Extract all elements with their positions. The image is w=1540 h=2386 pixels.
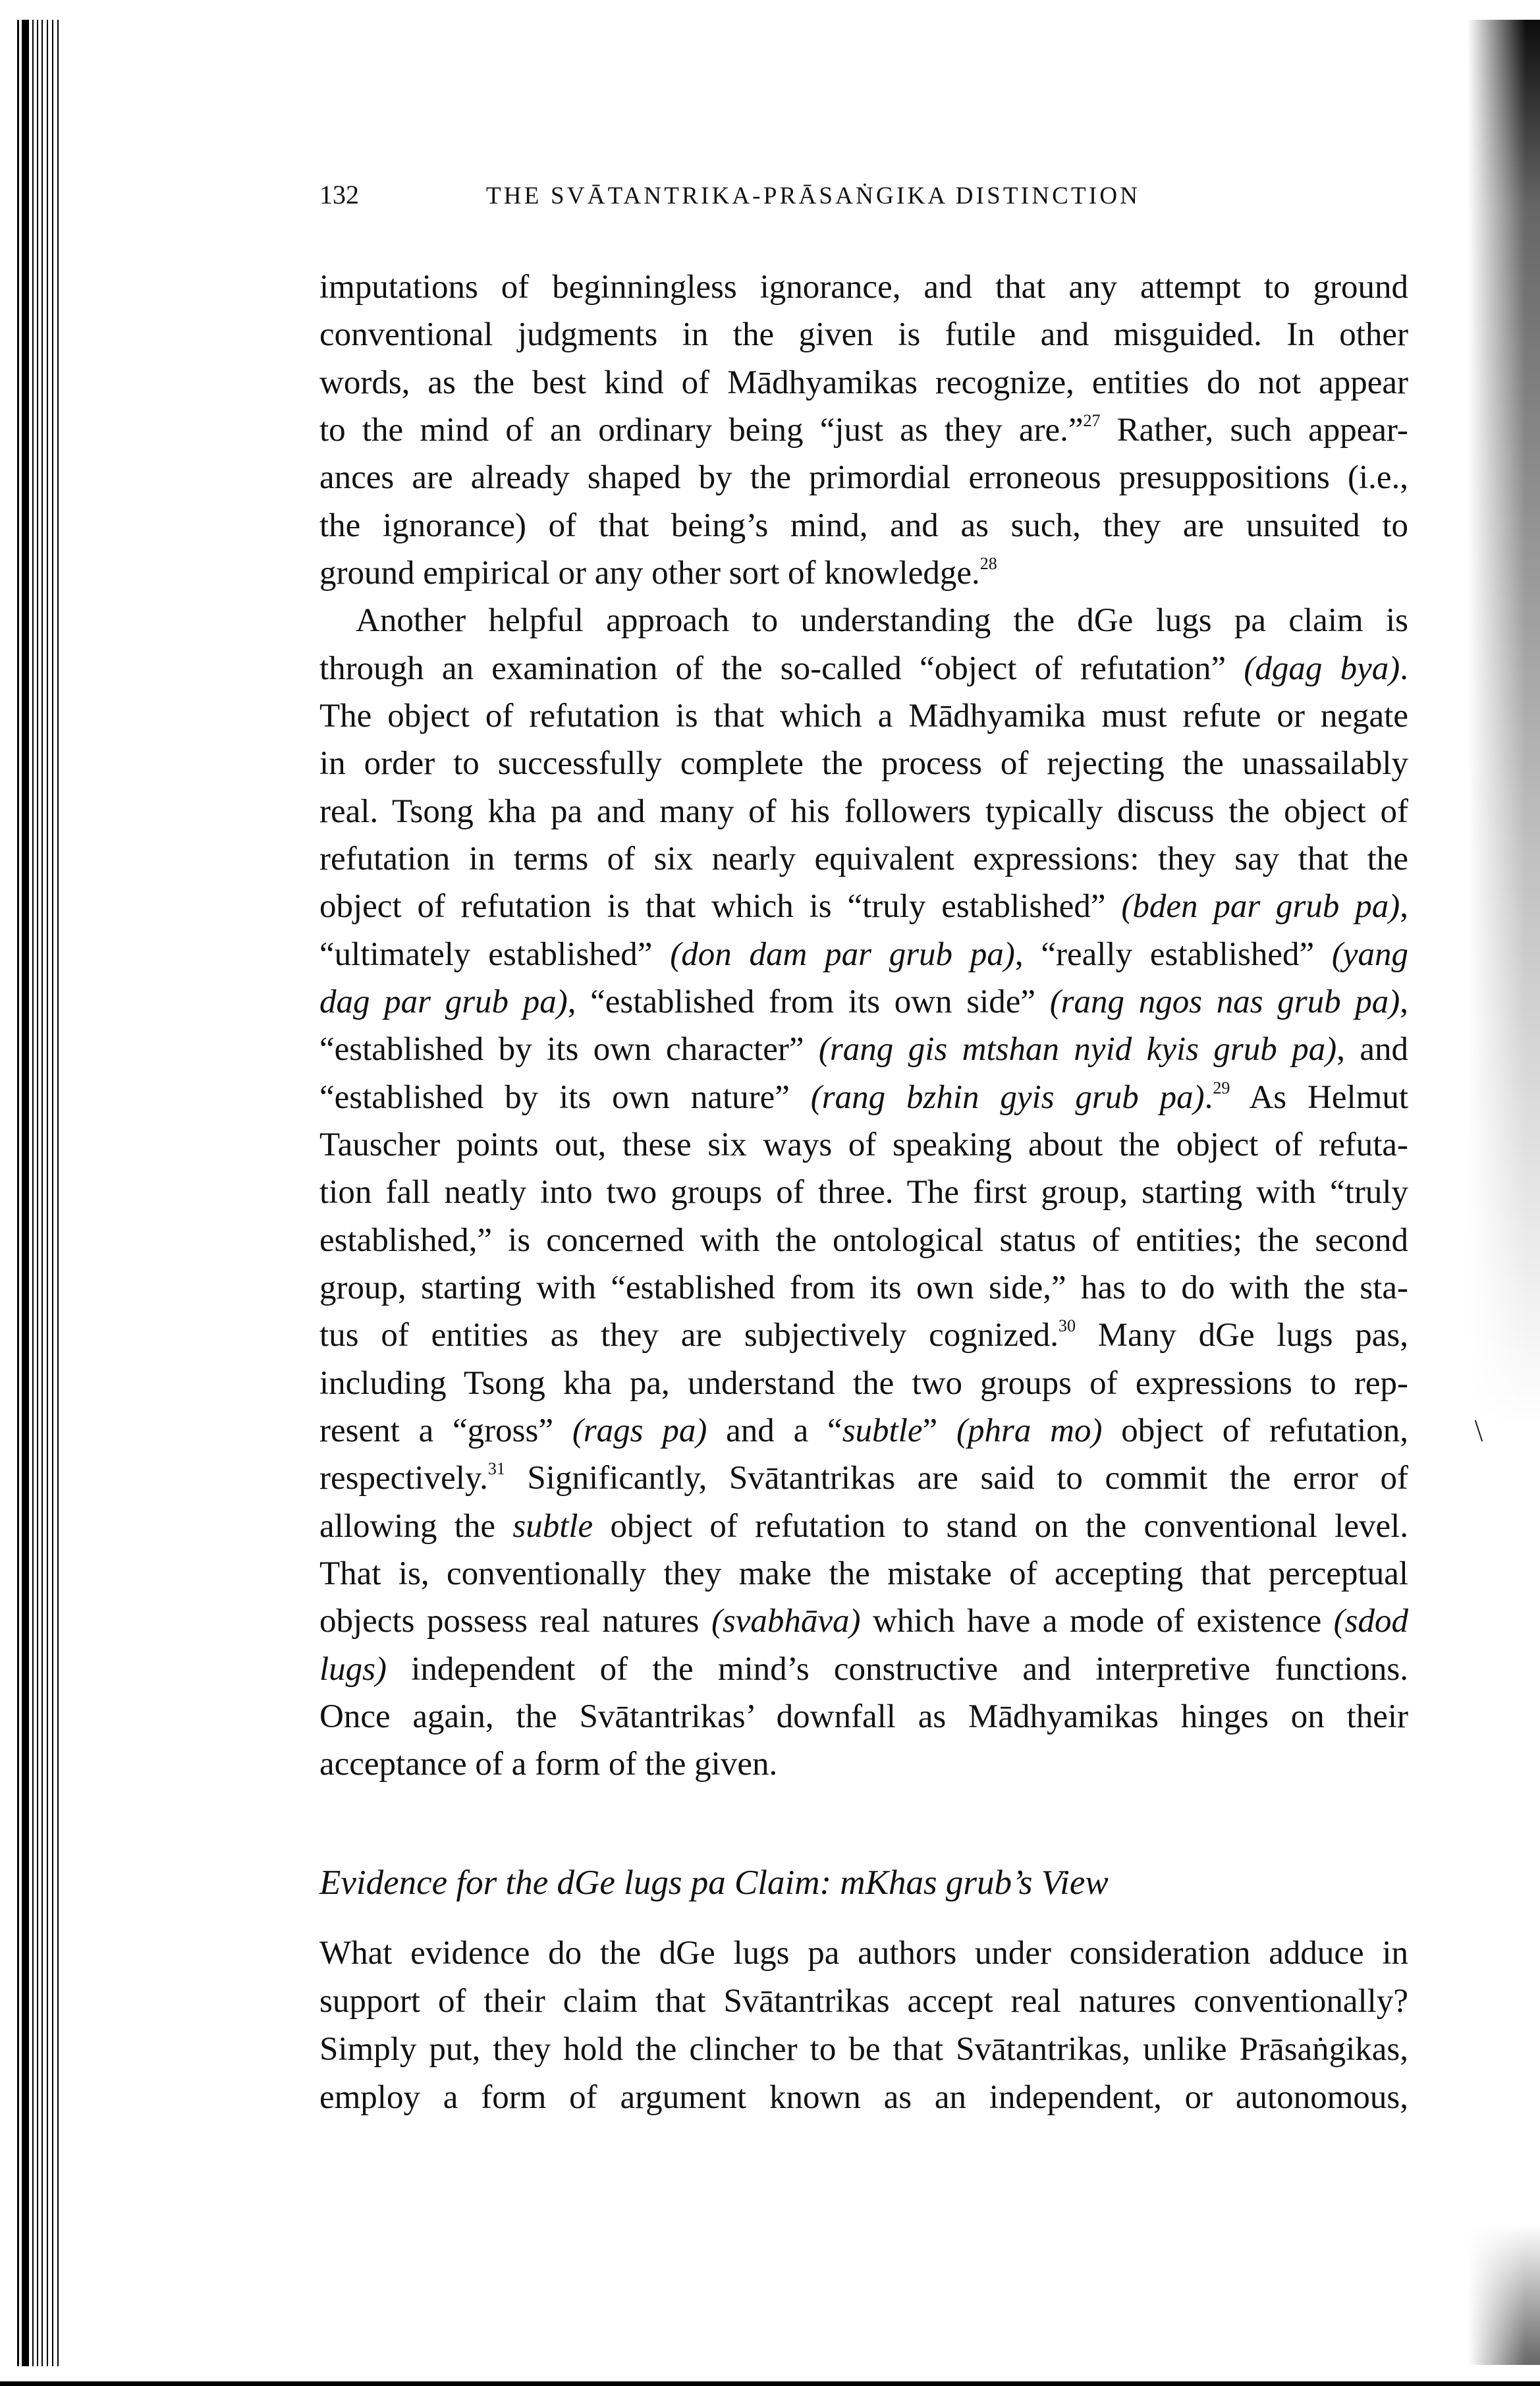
text-line: ances are already shaped by the primordial erroneous presuppositions (i.e., <box>319 459 1408 496</box>
text-line: objects possess real natures (svabhāva) which have a mode of existence (sdod <box>319 1603 1408 1640</box>
text-line: Tauscher points out, these six ways of speaking about the object of refuta- <box>319 1126 1408 1163</box>
footnote-ref: 27 <box>1083 411 1101 430</box>
text-line: allowing the subtle object of refutation to stand on the conventional level. <box>319 1508 1409 1545</box>
text-line: group, starting with “established from its own side,” has to do with the sta- <box>319 1269 1408 1306</box>
text-line: refutation in terms of six nearly equivalent expressions: they say that the <box>319 841 1408 877</box>
footnote-ref: 28 <box>979 554 997 573</box>
chapter-title: THE SVĀTANTRIKA-PRĀSAṄGIKA DISTINCTION <box>486 182 1141 209</box>
text-line: The object of refutation is that which a Mādhyamika must refute or negate <box>319 698 1408 735</box>
text-line: object of refutation is that which is “truly established” (bden par grub pa), <box>319 888 1408 925</box>
text-line: real. Tsong kha pa and many of his followers typically discuss the object of <box>319 793 1408 830</box>
scan-bottom-border <box>0 2381 1540 2386</box>
text-line: lugs) independent of the mind’s constructive and interpretive functions. <box>319 1651 1408 1688</box>
text-line: Simply put, they hold the clincher to be that Svātantrikas, unlike Prāsaṅgikas, <box>319 2031 1408 2068</box>
text-line: to the mind of an ordinary being “just as they are.”$^{27}$ Rather, such appear- <box>319 411 1408 449</box>
text-line: That is, conventionally they make the mistake of accepting that perceptual <box>319 1555 1408 1592</box>
text-line: dag par grub pa), “established from its own side” (rang ngos nas grub pa), <box>319 984 1408 1020</box>
text-line: acceptance of a form of the given. <box>319 1746 778 1783</box>
text-line: in order to successfully complete the process of rejecting the unassailably <box>319 745 1408 782</box>
text-line: “established by its own character” (rang gis mtshan nyid kyis grub pa), and <box>319 1031 1409 1068</box>
text-line: tion fall neatly into two groups of three. The first group, starting with “truly <box>319 1174 1408 1211</box>
page-edge-shadow <box>1468 20 1540 2365</box>
text-line: words, as the best kind of Mādhyamikas recognize, entities do not appear <box>319 364 1408 401</box>
text-line: respectively.$^{31}$ Significantly, Svātantrikas are said to commit the error of <box>319 1459 1408 1497</box>
text-line: “ultimately established” (don dam par grub pa), “really established” (yang <box>319 936 1408 973</box>
footnote-ref: 29 <box>1213 1078 1230 1097</box>
text-line: tus of entities as they are subjectively cognized.$^{30}$ Many dGe lugs pas, <box>319 1316 1408 1354</box>
text-line: the ignorance) of that being’s mind, and as such, they are unsuited to <box>319 507 1408 544</box>
footnote-ref: 30 <box>1058 1316 1076 1335</box>
footnote-ref: 31 <box>487 1459 505 1478</box>
text-line: through an examination of the so-called “object of refutation” (dgag bya). <box>319 650 1409 687</box>
book-binding-scan-artifact <box>17 20 61 2366</box>
text-line: “established by its own nature” (rang bzhin gyis grub pa).$^{29}$ As Helmut <box>319 1078 1408 1116</box>
text-line: imputations of beginningless ignorance, and that any attempt to ground <box>319 269 1408 306</box>
section-heading: Evidence for the dGe lugs pa Claim: mKhas grub’s View <box>319 1864 1109 1902</box>
text-line: support of their claim that Svātantrikas accept real natures conventionally? <box>319 1983 1408 2020</box>
text-line: Once again, the Svātantrikas’ downfall as Mādhyamikas hinges on their <box>319 1698 1408 1735</box>
text-line: What evidence do the dGe lugs pa authors under consideration adduce in <box>319 1935 1408 1972</box>
text-line: Another helpful approach to understanding the dGe lugs pa claim is <box>356 602 1408 639</box>
text-line: employ a form of argument known as an independent, or autonomous, <box>319 2079 1408 2116</box>
text-line: established,” is concerned with the ontological status of entities; the second <box>319 1222 1408 1259</box>
text-line: conventional judgments in the given is futile and misguided. In other <box>319 316 1408 353</box>
text-line: ground empirical or any other sort of knowledge.$^{28}$ <box>319 554 997 592</box>
running-head <box>319 178 1248 208</box>
page-number: 132 <box>319 180 359 209</box>
text-line: resent a “gross” (rags pa) and a “subtle” (phra mo) object of refutation, <box>319 1412 1409 1449</box>
text-line: including Tsong kha pa, understand the two groups of expressions to rep- <box>319 1365 1408 1402</box>
